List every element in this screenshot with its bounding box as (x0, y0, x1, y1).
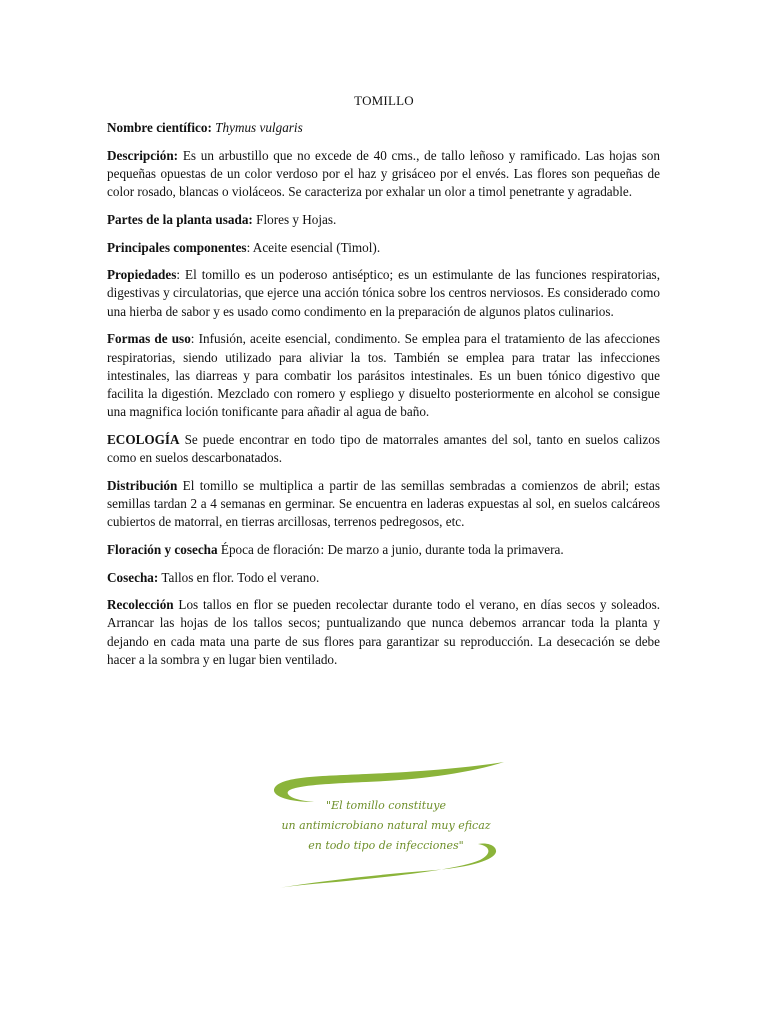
section-text: : El tomillo es un poderoso antiséptico; es un estimulante de las funciones respiratorias, digestivas y circulatorias, que ejerce una acción tónica sobre los centros nerviosos. Es considerado como una hierba de sabor y es usado como condimento en la preparación de algunos platos culinarios. (107, 267, 660, 319)
section-label: Propiedades (107, 267, 177, 283)
section-nombre-cientifico (107, 119, 660, 137)
section-text: Época de floración: De marzo a junio, durante toda la primavera. (220, 541, 564, 557)
section-text: Se puede encontrar en todo tipo de matorrales amantes del sol, tanto en suelos calizos como en suelos descarbonatados. (107, 431, 661, 466)
section-label: Formas de uso (107, 331, 191, 347)
section-label: Cosecha: (107, 569, 159, 585)
section-label: Partes de la planta usada: (107, 211, 253, 227)
section-text: Es un arbustillo que no excede de 40 cms., de tallo leñoso y ramificado. Las hojas son pequeñas opuestas de un color verdoso por el haz y grisáceo por el envés. Las flores son pequeñas de color rosado, blancas o violáceos. Se caracteriza por exhalar un olor a timol penetrante y agradable. (107, 147, 660, 200)
section-componentes (107, 239, 660, 257)
section-text: El tomillo se multiplica a partir de las semillas sembradas a comienzos de abril; estas semillas tardan 2 a 4 semanas en germinar. Se encuentra en laderas expuestas al sol, en suelos calcáreos cubiertos de matorral, en tierras arcillosas, terrenos pedregosos, etc. (107, 477, 661, 530)
section-text: : Aceite esencial (Timol). (246, 239, 381, 255)
section-label: Recolección (107, 597, 174, 613)
section-label: Distribución (107, 477, 178, 493)
section-ecologia (107, 431, 660, 467)
section-label: Descripción: (107, 147, 179, 163)
section-text: : Infusión, aceite esencial, condimento. Se emplea para el tratamiento de las afecciones respiratorias, siendo utilizado para aliviar la tos. También se emplea para tratar las infecciones intestinales, las diarreas y para combatir los parásitos intestinales. Es un buen tónico digestivo que facilita la digestión. Mezclado con romero y espliego y disuelto posteriormente en alcohol se consigue una magnifica loción tonificante para añadir al agua de baño. (107, 331, 660, 420)
section-text: Los tallos en flor se pueden recolectar durante todo el verano, en días secos y soleados. Arrancar las hojas de los tallos secos; puntualizando que nunca debemos arrancar toda la planta y dejando en cada mata una parte de sus flores para garantizar su reproducción. La desecación se debe hacer a la sombra y en lugar bien ventilado. (107, 597, 660, 667)
quote-line: en todo tipo de infecciones" (308, 839, 464, 852)
document-body (107, 119, 660, 679)
section-partes-usadas (107, 211, 660, 229)
quote-callout (266, 762, 506, 894)
section-label: Floración y cosecha (107, 541, 218, 557)
quote-text (266, 796, 506, 856)
section-text: Tallos en flor. Todo el verano. (161, 569, 320, 585)
section-floracion (107, 541, 660, 559)
section-text: Flores y Hojas. (256, 211, 337, 227)
section-label: ECOLOGÍA (107, 431, 180, 447)
section-cosecha (107, 569, 660, 587)
section-formas-de-uso (107, 330, 660, 421)
document-title: TOMILLO (354, 93, 414, 108)
section-recoleccion (107, 596, 660, 669)
scientific-name: Thymus vulgaris (215, 120, 303, 135)
section-label: Principales componentes (107, 239, 247, 255)
section-distribucion (107, 477, 660, 532)
quote-line: un antimicrobiano natural muy eficaz (281, 819, 491, 832)
section-descripcion (107, 147, 660, 202)
quote-line: "El tomillo constituye (326, 799, 446, 812)
section-propiedades (107, 266, 660, 321)
section-label: Nombre científico: (107, 120, 212, 135)
